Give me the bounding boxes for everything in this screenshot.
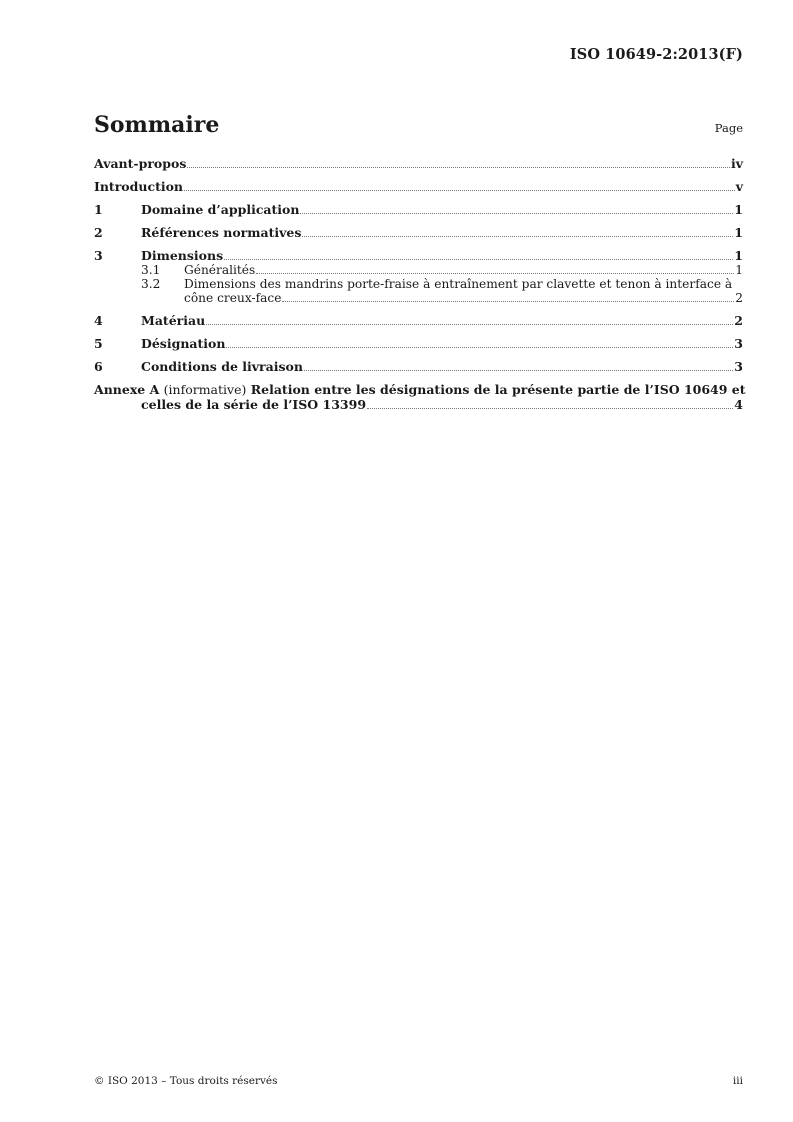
toc-entry-avant-propos[interactable] — [94, 156, 743, 171]
toc-entry-text — [184, 277, 743, 305]
toc-entry-page: 2 — [735, 291, 743, 305]
toc-entry-label: Domaine d’application — [141, 202, 300, 217]
toc-entry-label: Dimensions — [141, 248, 224, 263]
toc-entry-page: 3 — [734, 359, 743, 374]
toc-entry-section-4[interactable] — [94, 313, 743, 328]
toc-entry-section-5[interactable] — [94, 336, 743, 351]
dot-leader — [304, 369, 733, 371]
page-footer — [94, 1075, 743, 1087]
annex-title-line2: celles de la série de l’ISO 13399 — [141, 397, 367, 412]
toc-entry-page: 1 — [734, 202, 743, 217]
document-id: ISO 10649-2:2013(F) — [569, 46, 743, 63]
toc-entry-label: Généralités — [184, 263, 256, 277]
table-of-contents — [94, 156, 746, 412]
dot-leader — [300, 212, 733, 214]
dot-leader — [206, 323, 733, 325]
toc-entry-introduction[interactable] — [94, 179, 743, 194]
toc-entry-number: 5 — [94, 336, 103, 351]
toc-entry-label: Matériau — [141, 313, 206, 328]
toc-entry-number: 3 — [94, 248, 103, 263]
toc-entry-label: Introduction — [94, 179, 184, 194]
dot-leader — [282, 300, 734, 302]
dot-leader — [226, 346, 733, 348]
toc-entry-number: 1 — [94, 202, 103, 217]
dot-leader — [367, 407, 733, 409]
toc-entry-label: Conditions de livraison — [141, 359, 303, 374]
toc-group-section-3 — [94, 248, 743, 305]
dot-leader — [224, 258, 733, 260]
dot-leader — [187, 166, 730, 168]
copyright-notice: © ISO 2013 – Tous droits réservés — [94, 1075, 278, 1087]
toc-entry-line2 — [184, 291, 743, 305]
toc-entry-section-3[interactable] — [94, 248, 743, 263]
page-column-label: Page — [714, 121, 743, 135]
dot-leader — [256, 272, 734, 274]
page-title: Sommaire — [94, 112, 220, 138]
toc-entry-page: v — [735, 179, 743, 194]
toc-entry-page: 2 — [734, 313, 743, 328]
toc-title-row — [94, 112, 743, 138]
toc-entry-label: Désignation — [141, 336, 226, 351]
toc-entry-number: 2 — [94, 225, 103, 240]
toc-entry-page: 1 — [734, 248, 743, 263]
annex-line2 — [94, 397, 743, 412]
dot-leader — [302, 235, 733, 237]
toc-entry-section-2[interactable] — [94, 225, 743, 240]
toc-entry-page: 4 — [734, 397, 743, 412]
toc-entry-label-line2: cône creux-face — [184, 291, 282, 305]
toc-entry-page: 3 — [734, 336, 743, 351]
toc-entry-label: Avant-propos — [94, 156, 187, 171]
toc-entry-label: Références normatives — [141, 225, 302, 240]
toc-entry-annex-a[interactable] — [94, 382, 746, 412]
dot-leader — [184, 189, 735, 191]
toc-entry-section-6[interactable] — [94, 359, 743, 374]
annex-line1 — [94, 382, 746, 397]
toc-entry-section-3-1[interactable] — [94, 263, 743, 277]
toc-entry-page: iv — [730, 156, 743, 171]
annex-title-line1: Relation entre les désignations de la présente partie de l’ISO 10649 et — [250, 382, 746, 397]
page-number: iii — [732, 1075, 743, 1087]
toc-entry-section-1[interactable] — [94, 202, 743, 217]
annex-informative: (informative) — [163, 382, 247, 397]
toc-entry-number: 4 — [94, 313, 103, 328]
toc-entry-page: 1 — [735, 263, 743, 277]
toc-entry-number: 3.2 — [141, 277, 161, 291]
toc-entry-number: 3.1 — [141, 263, 161, 277]
toc-entry-section-3-2[interactable] — [94, 277, 743, 305]
toc-entry-number: 6 — [94, 359, 103, 374]
toc-entry-page: 1 — [734, 225, 743, 240]
annex-prefix: Annexe A — [94, 382, 160, 397]
toc-entry-label-line1: Dimensions des mandrins porte-fraise à entraînement par clavette et tenon à interface à — [184, 277, 733, 291]
